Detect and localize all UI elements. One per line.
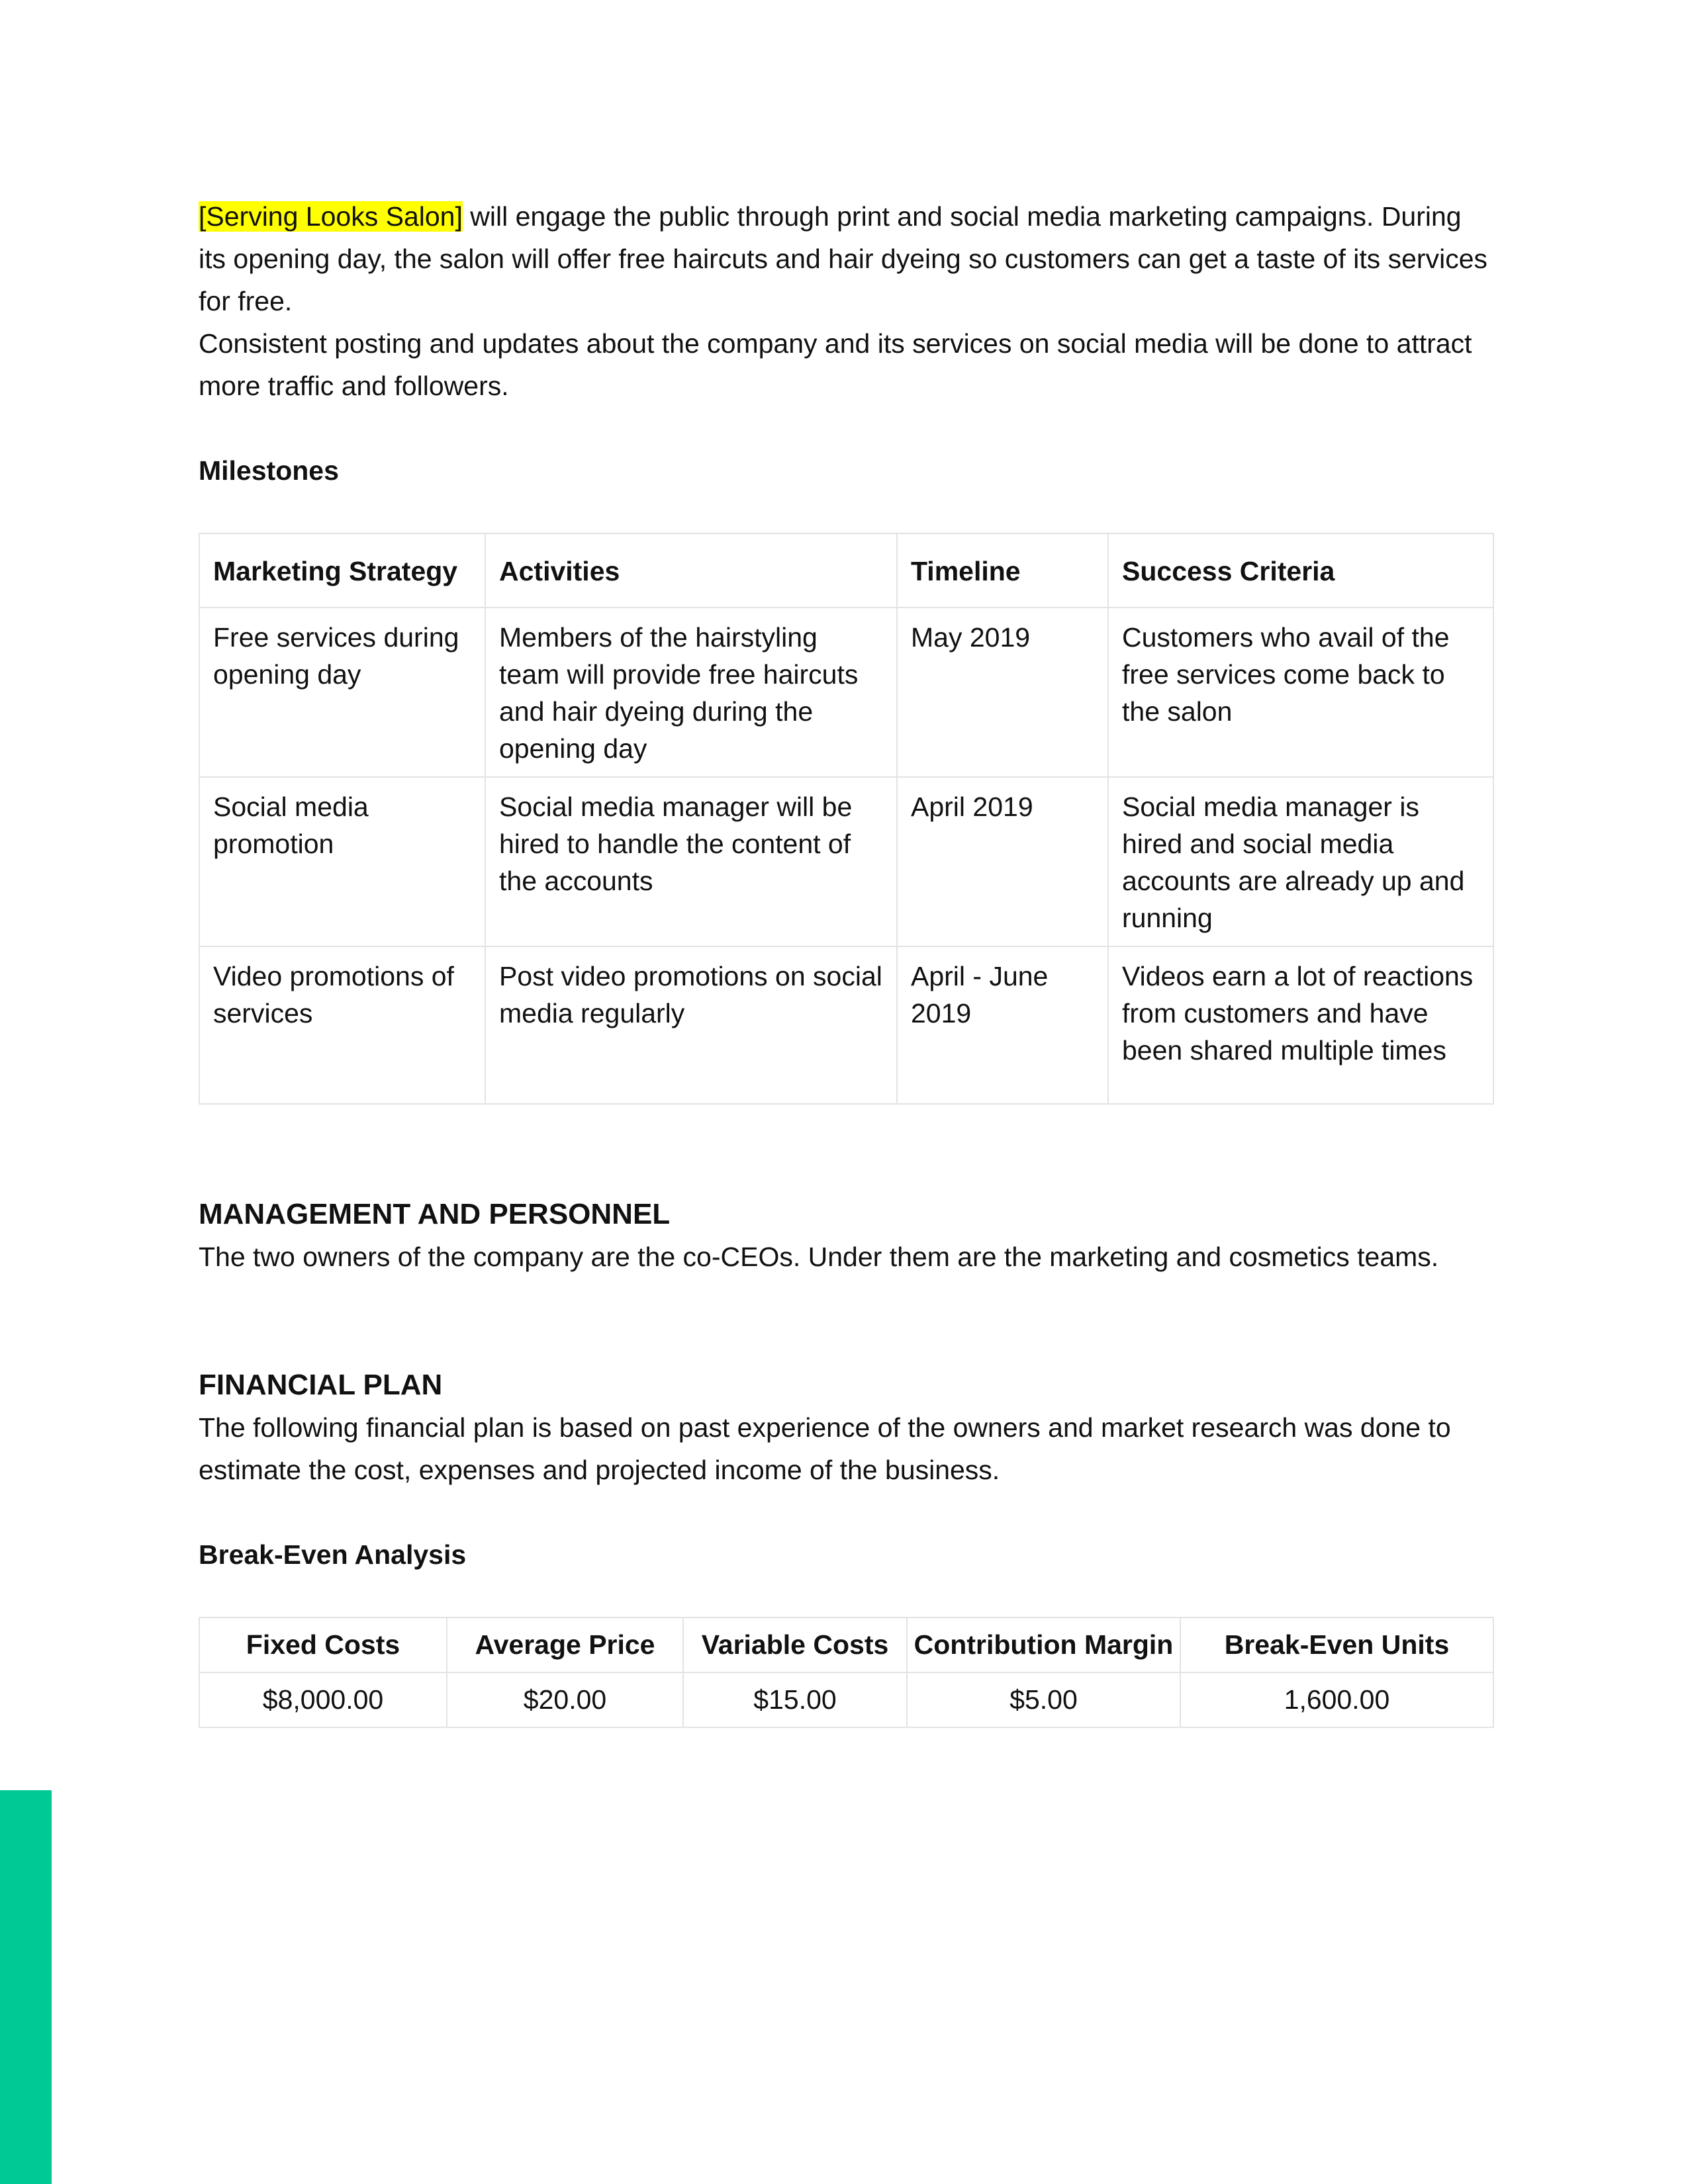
table-cell-timeline: April - June 2019 — [897, 946, 1108, 1104]
intro-paragraph-1-text: will engage the public through print and social media marketing campaigns. During its opening day, the salon will offer free haircuts and hair dyeing so customers can get a taste of its services for free. — [199, 201, 1487, 316]
table-cell-success-criteria: Customers who avail of the free services come back to the salon — [1108, 608, 1493, 777]
table-cell-strategy: Social media promotion — [199, 777, 485, 946]
column-header-break-even-units: Break-Even Units — [1180, 1617, 1493, 1672]
table-cell-strategy: Video promotions of services — [199, 946, 485, 1104]
management-paragraph: The two owners of the company are the co-CEOs. Under them are the marketing and cosmetics teams. — [199, 1242, 1439, 1272]
table-cell-activities: Post video promotions on social media regularly — [485, 946, 897, 1104]
break-even-units-value: 1,600.00 — [1180, 1672, 1493, 1727]
break-even-table — [199, 1617, 1494, 1728]
table-cell-success-criteria: Videos earn a lot of reactions from customers and have been shared multiple times — [1108, 946, 1493, 1104]
intro-paragraph-2: Consistent posting and updates about the company and its services on social media will be done to attract more traffic and followers. — [199, 328, 1472, 401]
fixed-costs-value: $8,000.00 — [199, 1672, 447, 1727]
table-row — [199, 946, 1493, 1104]
accent-sidebar-bar — [0, 1790, 52, 2184]
milestones-header-row — [199, 533, 1493, 608]
table-cell-success-criteria: Social media manager is hired and social media accounts are already up and running — [1108, 777, 1493, 946]
table-cell-activities: Social media manager will be hired to handle the content of the accounts — [485, 777, 897, 946]
average-price-value: $20.00 — [447, 1672, 683, 1727]
table-cell-timeline: April 2019 — [897, 777, 1108, 946]
column-header-timeline: Timeline — [897, 533, 1108, 608]
intro-paragraph-1 — [199, 195, 1493, 322]
break-even-heading: Break-Even Analysis — [199, 1539, 467, 1570]
financial-section-title: FINANCIAL PLAN — [199, 1369, 443, 1401]
column-header-fixed-costs: Fixed Costs — [199, 1617, 447, 1672]
table-cell-strategy: Free services during opening day — [199, 608, 485, 777]
financial-paragraph: The following financial plan is based on past experience of the owners and market research was done to estimate the cost, expenses and projected income of the business. — [199, 1412, 1451, 1485]
milestones-heading: Milestones — [199, 455, 339, 486]
table-row — [199, 608, 1493, 777]
company-name-highlight: [Serving Looks Salon] — [199, 201, 463, 232]
column-header-success-criteria: Success Criteria — [1108, 533, 1493, 608]
column-header-average-price: Average Price — [447, 1617, 683, 1672]
column-header-activities: Activities — [485, 533, 897, 608]
table-cell-activities: Members of the hairstyling team will provide free haircuts and hair dyeing during the opening day — [485, 608, 897, 777]
milestones-table — [199, 533, 1494, 1105]
column-header-contribution-margin: Contribution Margin — [907, 1617, 1180, 1672]
column-header-variable-costs: Variable Costs — [683, 1617, 907, 1672]
management-section-title: MANAGEMENT AND PERSONNEL — [199, 1198, 671, 1230]
table-row — [199, 777, 1493, 946]
break-even-header-row — [199, 1617, 1493, 1672]
table-cell-timeline: May 2019 — [897, 608, 1108, 777]
document-page — [199, 195, 1493, 1728]
column-header-marketing-strategy: Marketing Strategy — [199, 533, 485, 608]
contribution-margin-value: $5.00 — [907, 1672, 1180, 1727]
variable-costs-value: $15.00 — [683, 1672, 907, 1727]
table-row — [199, 1672, 1493, 1727]
